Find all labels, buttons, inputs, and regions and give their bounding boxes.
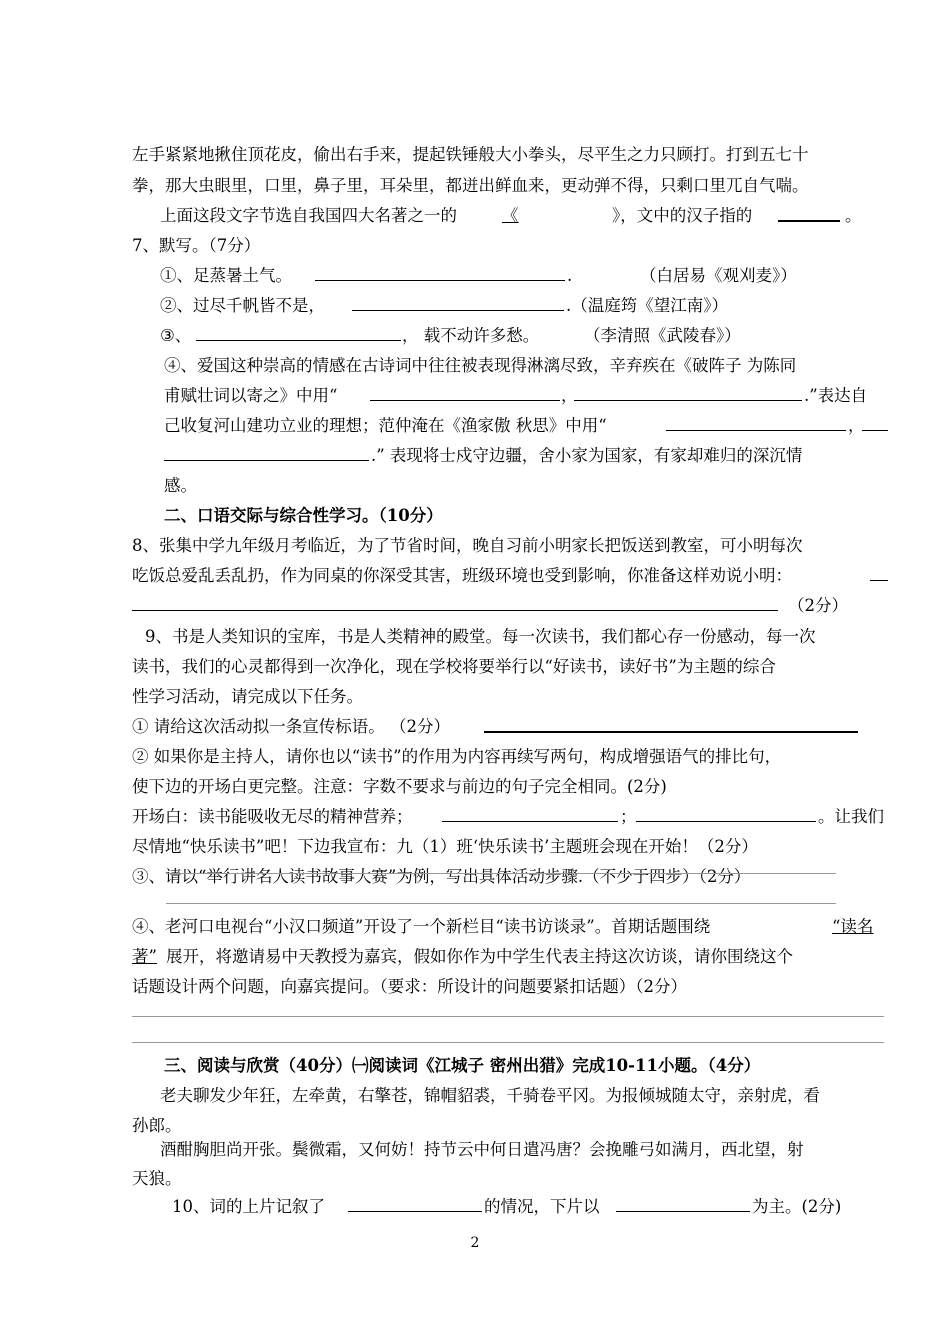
q9: [0, 683, 950, 711]
q10-blank-1[interactable]: [348, 1193, 482, 1221]
q9-task-2: [0, 743, 950, 771]
q8: [0, 562, 950, 590]
q9: [0, 623, 950, 651]
passage-question: [0, 202, 950, 230]
q9-task-4: [0, 943, 950, 971]
q9-task-text: ② 如果你是主持人，请你也以“读书”的作用为内容再续写两句，构成增强语气的排比句，: [132, 747, 782, 766]
q7-item-2: [0, 292, 950, 320]
q7-item-4: [0, 382, 950, 410]
q8: [0, 592, 950, 620]
poem-text: 酒酣胸胆尚开张。鬓微霜，又何妨！持节云中何日遣冯唐？会挽雕弓如满月，西北望，射: [160, 1140, 804, 1159]
q10-text: 的情况，下片以: [484, 1197, 600, 1216]
q10-text: 为主。(2分): [752, 1197, 842, 1216]
q9-text: 读书，我们的心灵都得到一次净化，现在学校将要举行以“好读书，读好书”为主题的综合: [132, 657, 776, 676]
q8-text: 吃饭总爱乱丢乱扔，作为同桌的你深受其害，班级环境也受到影响，你准备这样劝说小明：: [132, 566, 792, 585]
q7-item-4-blank-1[interactable]: [370, 382, 560, 410]
opening-blank-2[interactable]: [636, 803, 816, 831]
question-text: 。: [845, 206, 862, 225]
section-3-heading: [0, 1052, 950, 1080]
q9: [0, 653, 950, 681]
q7-item-text: 感。: [164, 476, 197, 495]
poem-text: 天狼。: [132, 1169, 182, 1188]
q8-answer-blank-2[interactable]: [132, 592, 778, 620]
q7-item-text: 己收复河山建功立业的理想；范仲淹在《渔家傲 秋思》中用“: [164, 416, 607, 435]
q9-task-4: [0, 913, 950, 941]
q9-task-text: 使下边的开场白更完整。注意：字数不要求与前边的句子完全相同。(2分): [132, 777, 667, 796]
answer-line[interactable]: [166, 873, 836, 874]
q7-item-4-blank-4b[interactable]: [164, 442, 369, 470]
q9-task-2: [0, 803, 950, 831]
page-number: 2: [470, 1235, 480, 1251]
poem-line: [0, 1165, 950, 1193]
q9-task-text: 尽情地“快乐读书”吧！下边我宣布：九（1）班‘快乐读书’主题班会现在开始！（2分）: [132, 837, 758, 856]
answer-line[interactable]: [166, 903, 836, 904]
answer-line[interactable]: [132, 1016, 884, 1017]
q7-item-text: .”表达自: [804, 386, 868, 405]
q7-item-text: ④、爱国这种崇高的情感在古诗词中往往被表现得淋漓尽致，辛弃疾在《破阵子 为陈同: [164, 356, 797, 375]
q7-title: 7、默写。（7分）: [132, 236, 261, 255]
q7-item-4-blank-4[interactable]: [862, 412, 888, 440]
topic-highlight: “读名: [832, 917, 874, 936]
q10: [0, 1193, 950, 1221]
q7-item-source: （白居易《观刈麦》）: [640, 266, 797, 285]
q7-item-text: ，: [561, 386, 578, 405]
book-title-blank[interactable]: 《: [502, 206, 519, 225]
q7-item-text: .: [567, 266, 573, 285]
q9-task-3: [0, 863, 950, 891]
q7-item-4: [0, 412, 950, 440]
section-title: 三、阅读与欣赏（40分）㈠阅读词《江城子 密州出猎》完成10-11小题。（4分）: [164, 1056, 761, 1075]
q7-item-4: [0, 442, 950, 470]
q7-item-3-blank[interactable]: [196, 322, 401, 350]
q7-item-4: [0, 352, 950, 380]
poem-line: [0, 1082, 950, 1110]
q9-text: 9、书是人类知识的宝库，书是人类精神的殿堂。每一次读书，我们都心存一份感动，每一次: [145, 627, 816, 646]
q7-item-text: ， 载不动许多愁。: [402, 326, 540, 345]
question-text: 上面这段文字节选自我国四大名著之一的: [160, 206, 457, 225]
q7-item-3: [0, 322, 950, 350]
q9-text: 性学习活动，请完成以下任务。: [132, 687, 363, 706]
q7-item-text: .” 表现将士戍守边疆，舍小家为国家，有家却难归的深沉情: [371, 446, 803, 465]
q8-text: 8、张集中学九年级月考临近，为了节省时间，晚自习前小明家长把饭送到教室，可小明每次: [132, 536, 803, 555]
passage-line: [0, 172, 950, 200]
poem-line: [0, 1136, 950, 1164]
topic-highlight: 著”: [132, 947, 157, 966]
q10-blank-2[interactable]: [616, 1193, 750, 1221]
q9-task-text: ④、老河口电视台“小汉口频道”开设了一个新栏目“读书访谈录”。首期话题围绕: [132, 917, 711, 936]
q7-heading: [0, 232, 950, 260]
slogan-blank[interactable]: [484, 713, 858, 742]
q10-text: 10、词的上片记叙了: [172, 1197, 325, 1216]
q7-item-text: ，: [848, 416, 865, 435]
answer-line[interactable]: [132, 1042, 884, 1043]
section-2-heading: [0, 502, 950, 530]
hero-name-blank[interactable]: [778, 202, 840, 231]
q7-item-1-blank[interactable]: [315, 262, 565, 290]
q7-item-text: ①、足蒸暑土气。: [160, 266, 292, 285]
q9-task-2: [0, 773, 950, 801]
q9-task-text: 开场白：读书能吸收无尽的精神营养；: [132, 807, 413, 826]
q8-answer-blank[interactable]: [870, 562, 888, 590]
q9-task-text: ；: [620, 807, 637, 826]
q7-item-text: ③、: [160, 326, 192, 345]
q7-item-text: ②、过尽千帆皆不是，: [160, 296, 325, 315]
q9-task-text: ① 请给这次活动拟一条宣传标语。 （2分）: [132, 717, 450, 736]
q7-item-source: （李清照《武陵春》）: [584, 326, 741, 345]
poem-text: 孙郎。: [132, 1116, 182, 1135]
q7-item-2-blank[interactable]: [352, 292, 564, 320]
question-text: 》，文中的汉子指的: [612, 206, 753, 225]
q7-item-4-blank-2[interactable]: [574, 382, 802, 410]
q9-task-text: 展开，将邀请易中天教授为嘉宾，假如你作为中学生代表主持这次访谈，请你围绕这个: [166, 947, 793, 966]
q9-task-2: [0, 833, 950, 861]
q7-item-text: .（温庭筠《望江南》）: [566, 296, 728, 315]
q9-task-text: 。让我们: [818, 807, 884, 826]
q7-item-text: 甫赋壮词以寄之》中用“: [164, 386, 338, 405]
q9-task-4: [0, 973, 950, 1001]
q7-item-4-blank-3[interactable]: [666, 412, 846, 440]
q9-task-1: [0, 713, 950, 741]
q9-task-text: 话题设计两个问题，向嘉宾提问。（要求：所设计的问题要紧扣话题）（2分）: [132, 977, 687, 996]
section-title: 二、口语交际与综合性学习。（10分）: [164, 506, 443, 525]
q8-score: （2分）: [788, 596, 848, 615]
poem-text: 老夫聊发少年狂，左牵黄，右擎苍，锦帽貂裘，千骑卷平冈。为报倾城随太守，亲射虎，看: [160, 1086, 820, 1105]
q9-task-text: ③、请以“举行讲名人读书故事大赛”为例，写出具体活动步骤.（不少于四步）（2分）: [132, 867, 751, 886]
passage-text: 拳，那大虫眼里，口里，鼻子里，耳朵里，都迸出鲜血来，更动弹不得，只剩口里兀自气喘。: [132, 176, 809, 195]
q7-item-4: [0, 472, 950, 500]
q7-item-1: [0, 262, 950, 290]
passage-text: 左手紧紧地揪住顶花皮，偷出右手来，提起铁锤般大小拳头，尽平生之力只顾打。打到五七十: [132, 145, 809, 164]
passage-line: [0, 141, 950, 169]
q8: [0, 532, 950, 560]
opening-blank-1[interactable]: [442, 803, 618, 831]
